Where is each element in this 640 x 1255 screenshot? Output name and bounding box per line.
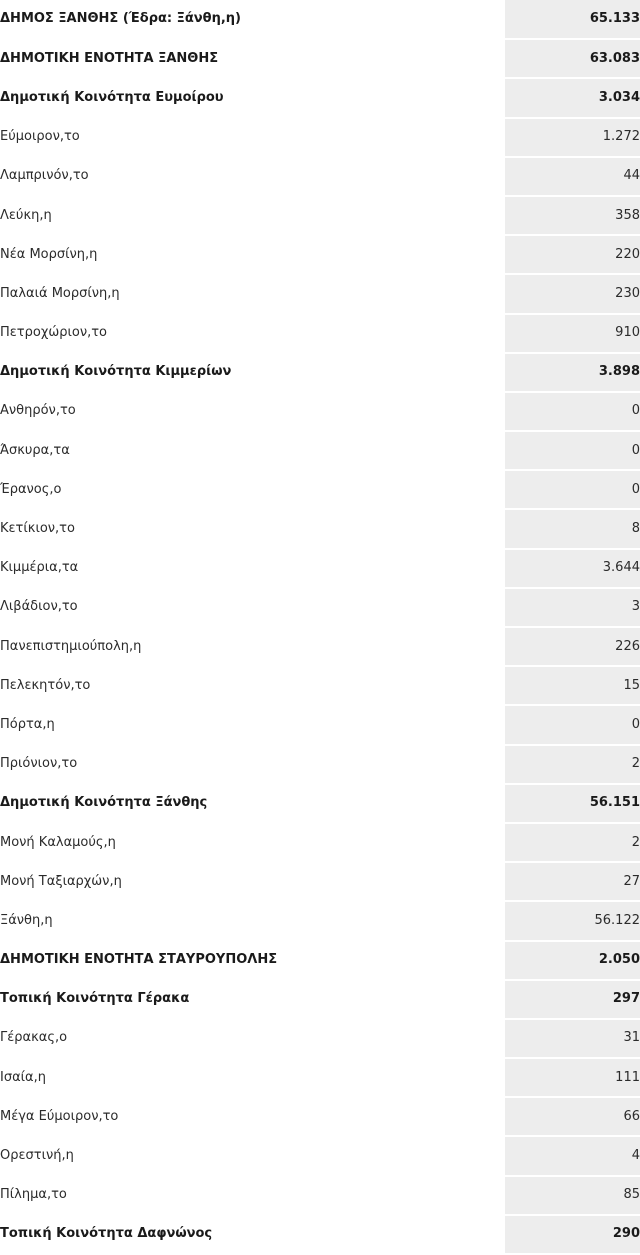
row-value: 56.151 — [505, 784, 640, 823]
row-name: Τοπική Κοινότητα Δαφνώνος — [0, 1215, 505, 1254]
table-row — [0, 745, 640, 784]
row-name: ΔΗΜΟΣ ΞΑΝΘΗΣ (Έδρα: Ξάνθη,η) — [0, 0, 505, 39]
table-row — [0, 705, 640, 744]
table-row — [0, 823, 640, 862]
row-value: 27 — [505, 862, 640, 901]
table-row — [0, 157, 640, 196]
row-name: Μέγα Εύμοιρον,το — [0, 1097, 505, 1136]
row-name: Ξάνθη,η — [0, 901, 505, 940]
row-name: Τοπική Κοινότητα Γέρακα — [0, 980, 505, 1019]
row-name: Πίλημα,το — [0, 1176, 505, 1215]
row-value: 910 — [505, 314, 640, 353]
row-name: Λεύκη,η — [0, 196, 505, 235]
row-name: Έρανος,ο — [0, 470, 505, 509]
row-value: 0 — [505, 392, 640, 431]
row-value: 290 — [505, 1215, 640, 1254]
table-row — [0, 1097, 640, 1136]
table-row — [0, 588, 640, 627]
row-value: 56.122 — [505, 901, 640, 940]
row-name: Εύμοιρον,το — [0, 118, 505, 157]
table-row — [0, 353, 640, 392]
row-value: 44 — [505, 157, 640, 196]
table-row — [0, 901, 640, 940]
row-name: ΔΗΜΟΤΙΚΗ ΕΝΟΤΗΤΑ ΣΤΑΥΡΟΥΠΟΛΗΣ — [0, 941, 505, 980]
row-name: Πανεπιστημιούπολη,η — [0, 627, 505, 666]
row-value: 0 — [505, 431, 640, 470]
row-name: Άσκυρα,τα — [0, 431, 505, 470]
row-name: Πόρτα,η — [0, 705, 505, 744]
row-value: 4 — [505, 1136, 640, 1175]
row-name: Ανθηρόν,το — [0, 392, 505, 431]
row-name: Πριόνιον,το — [0, 745, 505, 784]
row-value: 0 — [505, 705, 640, 744]
row-value: 3.898 — [505, 353, 640, 392]
row-value: 66 — [505, 1097, 640, 1136]
row-value: 0 — [505, 470, 640, 509]
table-row — [0, 392, 640, 431]
row-value: 2 — [505, 823, 640, 862]
table-row — [0, 470, 640, 509]
row-name: Λιβάδιον,το — [0, 588, 505, 627]
row-name: Ισαία,η — [0, 1058, 505, 1097]
row-value: 3.034 — [505, 78, 640, 117]
table-row — [0, 1058, 640, 1097]
table-row — [0, 1215, 640, 1254]
table-row — [0, 980, 640, 1019]
row-name: Μονή Ταξιαρχών,η — [0, 862, 505, 901]
table-row — [0, 784, 640, 823]
row-value: 111 — [505, 1058, 640, 1097]
row-value: 65.133 — [505, 0, 640, 39]
row-value: 3 — [505, 588, 640, 627]
row-value: 230 — [505, 274, 640, 313]
row-name: Νέα Μορσίνη,η — [0, 235, 505, 274]
row-value: 2 — [505, 745, 640, 784]
row-name: Δημοτική Κοινότητα Κιμμερίων — [0, 353, 505, 392]
row-value: 63.083 — [505, 39, 640, 78]
table-row — [0, 196, 640, 235]
table-row — [0, 39, 640, 78]
row-value: 15 — [505, 666, 640, 705]
row-name: Πελεκητόν,το — [0, 666, 505, 705]
row-value: 358 — [505, 196, 640, 235]
table-row — [0, 118, 640, 157]
row-value: 297 — [505, 980, 640, 1019]
row-name: Ορεστινή,η — [0, 1136, 505, 1175]
table-row — [0, 0, 640, 39]
row-value: 31 — [505, 1019, 640, 1058]
table-row — [0, 78, 640, 117]
row-name: Γέρακας,ο — [0, 1019, 505, 1058]
table-row — [0, 549, 640, 588]
row-name: Κετίκιον,το — [0, 509, 505, 548]
table-row — [0, 627, 640, 666]
row-name: Παλαιά Μορσίνη,η — [0, 274, 505, 313]
table-row — [0, 666, 640, 705]
table-row — [0, 274, 640, 313]
row-name: Δημοτική Κοινότητα Ξάνθης — [0, 784, 505, 823]
row-value: 3.644 — [505, 549, 640, 588]
table-row — [0, 431, 640, 470]
row-value: 8 — [505, 509, 640, 548]
row-name: Κιμμέρια,τα — [0, 549, 505, 588]
row-name: Μονή Καλαμούς,η — [0, 823, 505, 862]
table-row — [0, 941, 640, 980]
row-value: 85 — [505, 1176, 640, 1215]
row-value: 2.050 — [505, 941, 640, 980]
table-row — [0, 235, 640, 274]
row-value: 226 — [505, 627, 640, 666]
table-row — [0, 862, 640, 901]
table-row — [0, 1019, 640, 1058]
row-name: Δημοτική Κοινότητα Ευμοίρου — [0, 78, 505, 117]
row-name: ΔΗΜΟΤΙΚΗ ΕΝΟΤΗΤΑ ΞΑΝΘΗΣ — [0, 39, 505, 78]
table-row — [0, 509, 640, 548]
table-row — [0, 314, 640, 353]
row-value: 1.272 — [505, 118, 640, 157]
table-row — [0, 1136, 640, 1175]
row-value: 220 — [505, 235, 640, 274]
row-name: Λαμπρινόν,το — [0, 157, 505, 196]
table-row — [0, 1176, 640, 1215]
row-name: Πετροχώριον,το — [0, 314, 505, 353]
